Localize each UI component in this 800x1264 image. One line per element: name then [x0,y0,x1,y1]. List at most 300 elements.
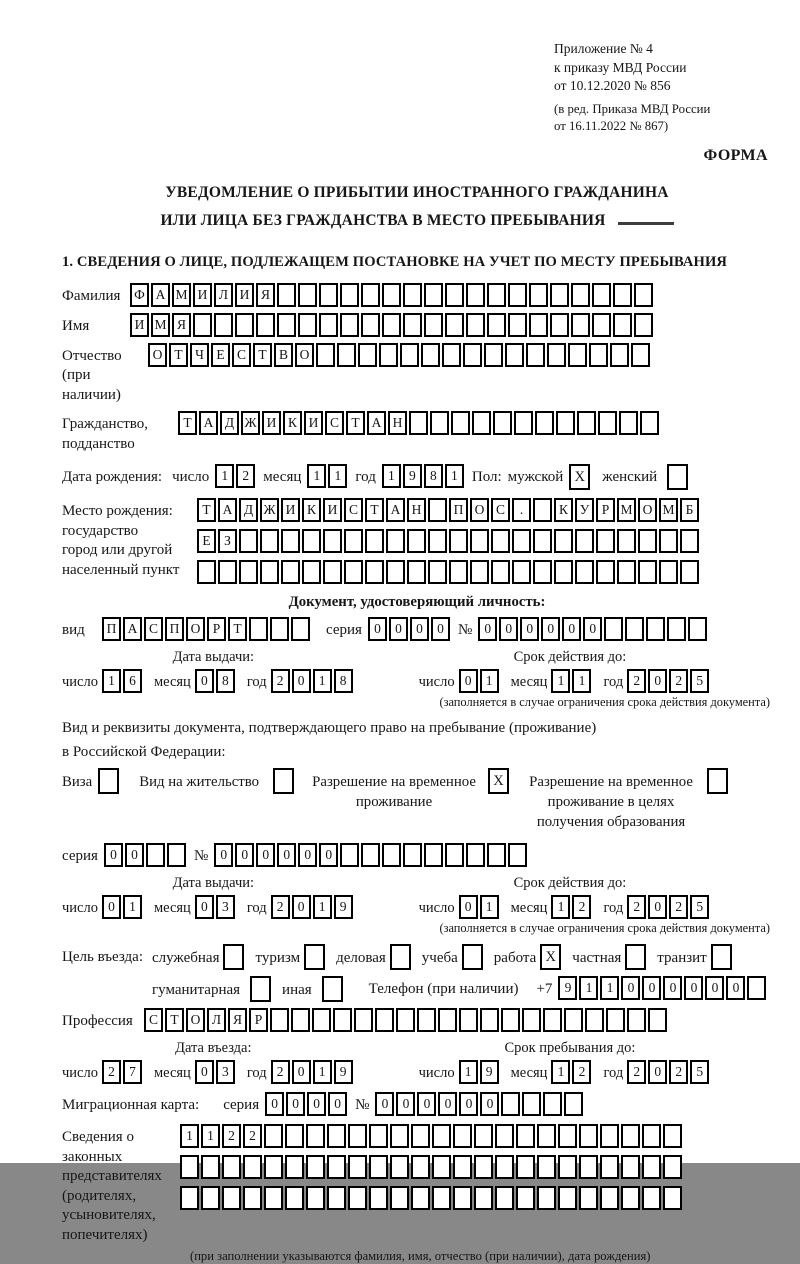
char-cell[interactable] [235,313,254,337]
char-cell[interactable] [291,617,310,641]
char-cell[interactable] [197,560,216,584]
char-cell[interactable]: 1 [551,669,570,693]
char-cell[interactable]: 0 [102,895,121,919]
char-cell[interactable]: 1 [480,669,499,693]
char-cell[interactable] [463,343,482,367]
checkbox-cell[interactable] [667,464,688,490]
char-cell[interactable] [512,529,531,553]
char-cell[interactable] [281,560,300,584]
residence-issue-month-input[interactable] [195,895,237,919]
char-cell[interactable]: 1 [328,464,347,488]
profession-input[interactable] [144,1008,669,1032]
char-cell[interactable] [543,1008,562,1032]
char-cell[interactable] [634,283,653,307]
char-cell[interactable]: Т [365,498,384,522]
char-cell[interactable]: 1 [201,1124,220,1148]
char-cell[interactable] [445,843,464,867]
char-cell[interactable]: О [186,1008,205,1032]
doc-issue-month-input[interactable] [195,669,237,693]
char-cell[interactable] [533,560,552,584]
char-cell[interactable]: 0 [292,1060,311,1084]
char-cell[interactable] [619,411,638,435]
char-cell[interactable]: С [325,411,344,435]
char-cell[interactable] [680,560,699,584]
char-cell[interactable]: 2 [669,669,688,693]
char-cell[interactable] [424,313,443,337]
char-cell[interactable] [386,529,405,553]
char-cell[interactable] [298,313,317,337]
checkbox-cell[interactable]: X [569,464,590,490]
char-cell[interactable]: 0 [459,895,478,919]
char-cell[interactable]: 9 [403,464,422,488]
char-cell[interactable] [508,283,527,307]
char-cell[interactable] [382,313,401,337]
char-cell[interactable] [667,617,686,641]
citizenship-input[interactable] [178,411,661,435]
char-cell[interactable]: 1 [480,895,499,919]
char-cell[interactable]: А [151,283,170,307]
char-cell[interactable] [577,411,596,435]
char-cell[interactable]: 9 [480,1060,499,1084]
char-cell[interactable] [354,1008,373,1032]
char-cell[interactable] [428,529,447,553]
char-cell[interactable] [585,1008,604,1032]
char-cell[interactable]: Я [228,1008,247,1032]
char-cell[interactable] [516,1186,535,1210]
char-cell[interactable]: 1 [123,895,142,919]
char-cell[interactable] [688,617,707,641]
char-cell[interactable] [442,343,461,367]
char-cell[interactable]: 0 [541,617,560,641]
char-cell[interactable]: Е [211,343,230,367]
char-cell[interactable]: О [638,498,657,522]
char-cell[interactable]: 0 [648,895,667,919]
char-cell[interactable] [358,343,377,367]
char-cell[interactable] [270,617,289,641]
char-cell[interactable]: 0 [307,1092,326,1116]
char-cell[interactable]: 0 [214,843,233,867]
char-cell[interactable]: 0 [648,1060,667,1084]
char-cell[interactable] [264,1124,283,1148]
char-cell[interactable]: Т [228,617,247,641]
residence-series-input[interactable] [104,843,188,867]
char-cell[interactable]: 9 [334,1060,353,1084]
char-cell[interactable] [495,1186,514,1210]
doc-kind-input[interactable] [102,617,312,641]
char-cell[interactable]: З [218,529,237,553]
char-cell[interactable] [249,617,268,641]
doc-expiry-month-input[interactable] [551,669,593,693]
char-cell[interactable]: 2 [236,464,255,488]
representatives-input-line3[interactable] [180,1186,684,1210]
char-cell[interactable]: 1 [579,976,598,1000]
char-cell[interactable]: 1 [551,895,570,919]
doc-issue-year-input[interactable] [271,669,355,693]
char-cell[interactable] [323,560,342,584]
residence-expiry-year-input[interactable] [627,895,711,919]
char-cell[interactable] [382,843,401,867]
char-cell[interactable] [631,343,650,367]
char-cell[interactable] [621,1124,640,1148]
char-cell[interactable]: 1 [382,464,401,488]
char-cell[interactable] [617,560,636,584]
char-cell[interactable] [291,1008,310,1032]
purpose-business-checkbox[interactable] [390,944,413,970]
residence-expiry-month-input[interactable] [551,895,593,919]
char-cell[interactable]: 1 [445,464,464,488]
temporary-residence-education-checkbox[interactable] [707,768,730,794]
birth-day-input[interactable] [215,464,257,488]
residence-number-input[interactable] [214,843,529,867]
representatives-input-line2[interactable] [180,1155,684,1179]
char-cell[interactable] [298,283,317,307]
char-cell[interactable] [487,313,506,337]
checkbox-cell[interactable]: X [488,768,509,794]
char-cell[interactable] [550,313,569,337]
char-cell[interactable] [663,1124,682,1148]
char-cell[interactable]: 2 [243,1124,262,1148]
char-cell[interactable] [243,1155,262,1179]
char-cell[interactable] [466,843,485,867]
char-cell[interactable] [337,343,356,367]
char-cell[interactable] [214,313,233,337]
char-cell[interactable]: 2 [271,895,290,919]
char-cell[interactable] [451,411,470,435]
char-cell[interactable]: И [281,498,300,522]
migration-number-input[interactable] [375,1092,585,1116]
char-cell[interactable] [421,343,440,367]
char-cell[interactable] [579,1155,598,1179]
char-cell[interactable] [642,1186,661,1210]
char-cell[interactable] [316,343,335,367]
char-cell[interactable]: 0 [621,976,640,1000]
char-cell[interactable] [564,1008,583,1032]
char-cell[interactable] [747,976,766,1000]
char-cell[interactable] [312,1008,331,1032]
char-cell[interactable]: 2 [271,669,290,693]
char-cell[interactable] [428,498,447,522]
char-cell[interactable]: К [283,411,302,435]
char-cell[interactable] [390,1186,409,1210]
char-cell[interactable]: 1 [459,1060,478,1084]
char-cell[interactable] [512,560,531,584]
char-cell[interactable] [409,411,428,435]
residence-permit-checkbox[interactable] [273,768,296,794]
char-cell[interactable] [596,529,615,553]
char-cell[interactable] [579,1186,598,1210]
char-cell[interactable] [361,283,380,307]
doc-expiry-day-input[interactable] [459,669,501,693]
char-cell[interactable]: О [186,617,205,641]
char-cell[interactable]: Т [165,1008,184,1032]
purpose-private-checkbox[interactable] [625,944,648,970]
char-cell[interactable] [449,529,468,553]
sex-female-checkbox[interactable] [667,464,690,490]
char-cell[interactable] [571,313,590,337]
purpose-tourism-checkbox[interactable] [304,944,327,970]
char-cell[interactable] [495,1124,514,1148]
char-cell[interactable] [487,843,506,867]
char-cell[interactable] [432,1155,451,1179]
char-cell[interactable]: Т [178,411,197,435]
char-cell[interactable] [533,529,552,553]
char-cell[interactable] [193,313,212,337]
char-cell[interactable] [516,1124,535,1148]
birth-place-input-line3[interactable] [197,560,701,584]
char-cell[interactable]: 0 [125,843,144,867]
char-cell[interactable]: М [172,283,191,307]
char-cell[interactable]: Д [220,411,239,435]
char-cell[interactable] [428,560,447,584]
char-cell[interactable]: 1 [313,895,332,919]
entry-day-input[interactable] [102,1060,144,1084]
char-cell[interactable]: С [144,617,163,641]
char-cell[interactable] [424,283,443,307]
char-cell[interactable]: 0 [292,669,311,693]
char-cell[interactable]: 0 [583,617,602,641]
char-cell[interactable]: 2 [669,895,688,919]
char-cell[interactable] [432,1186,451,1210]
checkbox-cell[interactable] [707,768,728,794]
char-cell[interactable] [610,343,629,367]
char-cell[interactable]: Е [197,529,216,553]
char-cell[interactable] [558,1186,577,1210]
char-cell[interactable] [411,1186,430,1210]
entry-year-input[interactable] [271,1060,355,1084]
char-cell[interactable] [600,1155,619,1179]
purpose-transit-checkbox[interactable] [711,944,734,970]
char-cell[interactable] [617,529,636,553]
char-cell[interactable] [466,283,485,307]
char-cell[interactable]: 0 [642,976,661,1000]
checkbox-cell[interactable] [304,944,325,970]
char-cell[interactable]: С [491,498,510,522]
char-cell[interactable]: 0 [431,617,450,641]
char-cell[interactable]: 0 [375,1092,394,1116]
temporary-residence-checkbox[interactable] [488,768,511,794]
char-cell[interactable] [319,283,338,307]
char-cell[interactable] [484,343,503,367]
stay-day-input[interactable] [459,1060,501,1084]
char-cell[interactable]: 2 [627,895,646,919]
char-cell[interactable]: 8 [424,464,443,488]
char-cell[interactable] [277,283,296,307]
purpose-official-checkbox[interactable] [223,944,246,970]
char-cell[interactable]: Т [346,411,365,435]
char-cell[interactable] [302,560,321,584]
char-cell[interactable] [453,1186,472,1210]
char-cell[interactable]: 0 [256,843,275,867]
char-cell[interactable] [432,1124,451,1148]
surname-input[interactable] [130,283,655,307]
char-cell[interactable]: . [512,498,531,522]
char-cell[interactable] [621,1155,640,1179]
char-cell[interactable]: П [165,617,184,641]
char-cell[interactable] [470,529,489,553]
char-cell[interactable]: 0 [684,976,703,1000]
char-cell[interactable] [403,283,422,307]
char-cell[interactable]: О [470,498,489,522]
char-cell[interactable]: А [218,498,237,522]
char-cell[interactable] [642,1155,661,1179]
char-cell[interactable]: Л [207,1008,226,1032]
char-cell[interactable] [201,1155,220,1179]
char-cell[interactable]: 0 [705,976,724,1000]
char-cell[interactable]: 0 [726,976,745,1000]
purpose-other-checkbox[interactable] [322,976,345,1002]
char-cell[interactable]: 9 [558,976,577,1000]
char-cell[interactable]: 1 [572,669,591,693]
char-cell[interactable] [495,1155,514,1179]
char-cell[interactable] [459,1008,478,1032]
char-cell[interactable]: М [151,313,170,337]
char-cell[interactable]: П [449,498,468,522]
char-cell[interactable]: 1 [313,1060,332,1084]
checkbox-cell[interactable] [711,944,732,970]
purpose-humanitarian-checkbox[interactable] [250,976,273,1002]
char-cell[interactable] [386,560,405,584]
char-cell[interactable]: 0 [520,617,539,641]
char-cell[interactable]: 0 [286,1092,305,1116]
migration-series-input[interactable] [265,1092,349,1116]
char-cell[interactable]: 3 [216,1060,235,1084]
char-cell[interactable]: 0 [195,669,214,693]
char-cell[interactable]: 9 [334,895,353,919]
char-cell[interactable]: 8 [216,669,235,693]
char-cell[interactable]: А [199,411,218,435]
char-cell[interactable]: Я [256,283,275,307]
char-cell[interactable] [493,411,512,435]
char-cell[interactable] [430,411,449,435]
char-cell[interactable] [537,1124,556,1148]
char-cell[interactable]: Ф [130,283,149,307]
char-cell[interactable]: 0 [438,1092,457,1116]
char-cell[interactable] [648,1008,667,1032]
char-cell[interactable]: 0 [265,1092,284,1116]
char-cell[interactable] [508,843,527,867]
visa-checkbox[interactable] [98,768,121,794]
char-cell[interactable]: Т [169,343,188,367]
char-cell[interactable]: 2 [669,1060,688,1084]
char-cell[interactable]: П [102,617,121,641]
char-cell[interactable]: И [193,283,212,307]
char-cell[interactable]: 0 [478,617,497,641]
char-cell[interactable] [340,843,359,867]
char-cell[interactable]: 5 [690,895,709,919]
char-cell[interactable] [407,560,426,584]
char-cell[interactable] [556,411,575,435]
char-cell[interactable]: 0 [104,843,123,867]
char-cell[interactable]: 2 [271,1060,290,1084]
char-cell[interactable] [558,1124,577,1148]
char-cell[interactable]: 2 [222,1124,241,1148]
char-cell[interactable] [445,283,464,307]
representatives-input-line1[interactable] [180,1124,684,1148]
char-cell[interactable] [663,1186,682,1210]
char-cell[interactable]: Н [388,411,407,435]
char-cell[interactable]: 0 [480,1092,499,1116]
char-cell[interactable] [592,283,611,307]
char-cell[interactable]: И [304,411,323,435]
char-cell[interactable]: Р [596,498,615,522]
char-cell[interactable] [621,1186,640,1210]
char-cell[interactable] [319,313,338,337]
checkbox-cell[interactable] [390,944,411,970]
char-cell[interactable]: 2 [572,895,591,919]
char-cell[interactable] [501,1008,520,1032]
char-cell[interactable] [445,313,464,337]
char-cell[interactable]: 3 [216,895,235,919]
char-cell[interactable]: 0 [417,1092,436,1116]
char-cell[interactable]: С [144,1008,163,1032]
char-cell[interactable] [306,1186,325,1210]
char-cell[interactable]: 0 [319,843,338,867]
char-cell[interactable] [625,617,644,641]
char-cell[interactable]: 0 [499,617,518,641]
char-cell[interactable] [564,1092,583,1116]
char-cell[interactable] [470,560,489,584]
char-cell[interactable]: 1 [600,976,619,1000]
char-cell[interactable]: 0 [389,617,408,641]
char-cell[interactable] [348,1186,367,1210]
char-cell[interactable]: О [295,343,314,367]
char-cell[interactable]: 2 [627,669,646,693]
char-cell[interactable]: Д [239,498,258,522]
char-cell[interactable] [302,529,321,553]
char-cell[interactable] [663,1155,682,1179]
char-cell[interactable] [638,560,657,584]
char-cell[interactable]: 1 [215,464,234,488]
char-cell[interactable] [579,1124,598,1148]
char-cell[interactable] [327,1124,346,1148]
char-cell[interactable]: 0 [562,617,581,641]
char-cell[interactable] [369,1124,388,1148]
char-cell[interactable]: 1 [180,1124,199,1148]
char-cell[interactable]: И [235,283,254,307]
char-cell[interactable]: Т [253,343,272,367]
char-cell[interactable]: М [659,498,678,522]
phone-input[interactable] [558,976,768,1000]
char-cell[interactable]: 5 [690,669,709,693]
char-cell[interactable] [180,1155,199,1179]
char-cell[interactable] [487,283,506,307]
char-cell[interactable] [474,1155,493,1179]
char-cell[interactable] [627,1008,646,1032]
char-cell[interactable] [596,560,615,584]
char-cell[interactable] [264,1186,283,1210]
char-cell[interactable] [260,529,279,553]
char-cell[interactable] [382,283,401,307]
char-cell[interactable]: 0 [195,1060,214,1084]
patronymic-input[interactable] [148,343,652,367]
char-cell[interactable]: К [302,498,321,522]
char-cell[interactable] [379,343,398,367]
char-cell[interactable] [167,843,186,867]
char-cell[interactable]: К [554,498,573,522]
checkbox-cell[interactable] [625,944,646,970]
purpose-work-checkbox[interactable] [540,944,563,970]
char-cell[interactable] [306,1124,325,1148]
char-cell[interactable] [361,313,380,337]
char-cell[interactable]: 1 [313,669,332,693]
char-cell[interactable]: 0 [663,976,682,1000]
char-cell[interactable]: 5 [690,1060,709,1084]
char-cell[interactable] [239,560,258,584]
char-cell[interactable] [407,529,426,553]
entry-month-input[interactable] [195,1060,237,1084]
checkbox-cell[interactable] [250,976,271,1002]
char-cell[interactable] [306,1155,325,1179]
